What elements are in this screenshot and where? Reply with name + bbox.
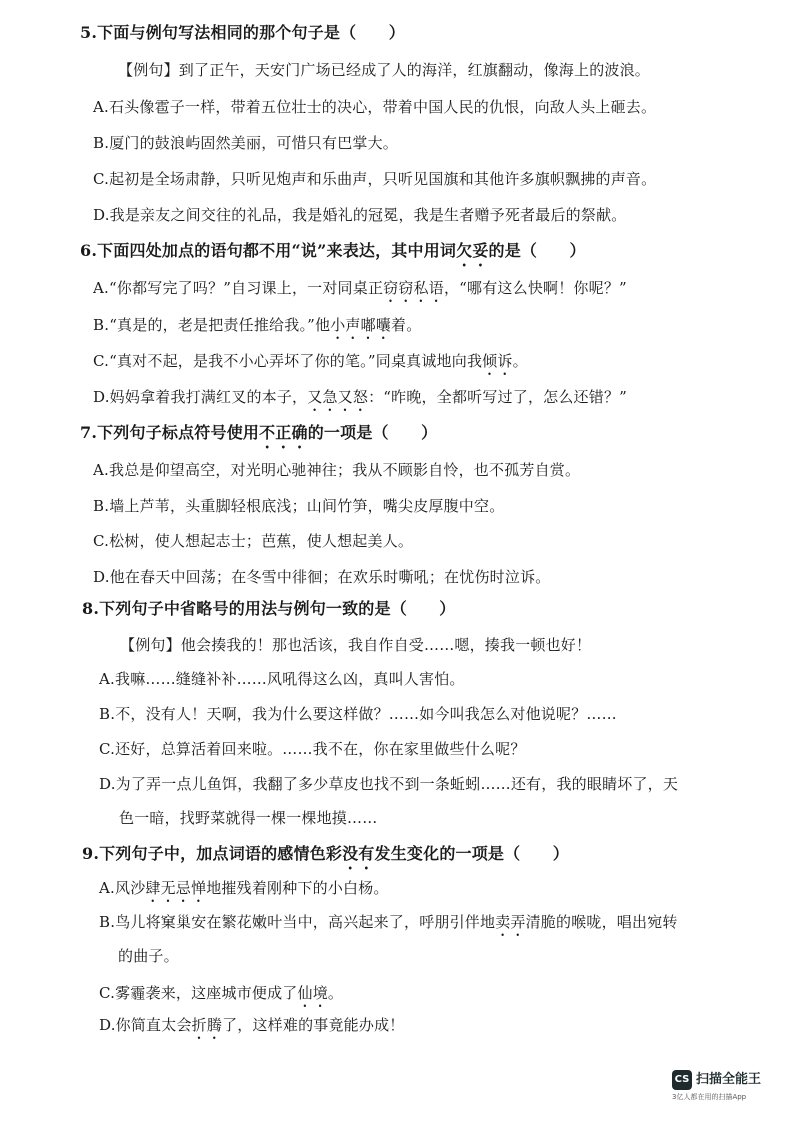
option-text: 的曲子。 <box>118 947 179 965</box>
question-8-option-d: D.为了弄一点儿鱼饵，我翻了多少草皮也找不到一条蚯蚓……还有，我的眼睛坏了，天 <box>99 775 679 793</box>
question-6-option-b <box>93 314 421 343</box>
question-8-option-c: C.还好，总算活着回来啦。……我不在，你在家里做些什么呢？ <box>99 740 526 758</box>
option-text: D.妈妈拿着我打满红叉的本子， <box>93 388 308 406</box>
stem-text: 7.下列句子标点符号使用 <box>80 423 260 442</box>
question-8-example: 【例句】他会揍我的！那也活该，我自作自受……嗯，揍我一顿也好！ <box>120 636 592 654</box>
question-6-option-d <box>93 386 627 415</box>
question-5-option-b: B.厦门的鼓浪屿固然美丽，可惜只有巴掌大。 <box>93 134 398 152</box>
question-9-option-b <box>99 911 678 940</box>
question-8-option-a: A.我嘛……缝缝补补……风吼得这么凶，真叫人害怕。 <box>99 670 465 688</box>
question-9-option-d <box>99 1014 404 1043</box>
stem-text: 的是（ ） <box>488 241 586 260</box>
stem-dotted-text: 没有 <box>342 844 375 863</box>
option-text: 着。 <box>391 316 422 334</box>
option-dotted-text: 又急又怒 <box>307 388 369 406</box>
question-6-option-a <box>93 277 627 306</box>
question-8-option-d-continued: 色一暗，找野菜就得一棵一棵地摸…… <box>119 809 378 827</box>
question-9-option-a <box>99 877 389 906</box>
option-dotted-text: 折腾 <box>191 1016 223 1034</box>
question-7-option-d: D.他在春天中回荡；在冬雪中徘徊；在欢乐时嘶吼；在忧伤时泣诉。 <box>93 568 551 586</box>
stem-dotted-text: 不正确 <box>259 423 308 442</box>
question-5-stem: 5.下面与例句写法相同的那个句子是（ ） <box>80 23 405 42</box>
option-text: C.雾霾袭来，这座城市便成了 <box>99 984 298 1002</box>
question-5-option-a: A.石头像雹子一样，带着五位壮士的决心，带着中国人民的仇恨，向敌人头上砸去。 <box>93 98 657 116</box>
camscanner-logo-icon: CS <box>672 1070 692 1090</box>
question-9-option-b-continued <box>118 945 179 967</box>
stem-text: 的一项是（ ） <box>307 423 438 442</box>
question-5-example: 【例句】到了正午，天安门广场已经成了人的海洋，红旗翻动，像海上的波浪。 <box>118 61 651 79</box>
option-text: D.你简直太会 <box>99 1016 192 1034</box>
option-text: 清脆的喉咙，唱出宛转 <box>525 913 678 931</box>
watermark-title: 扫描全能王 <box>696 1072 762 1087</box>
scanner-watermark <box>672 1068 782 1108</box>
stem-text: 发生变化的一项是（ ） <box>374 844 569 863</box>
option-text: 了，这样难的事竟能办成！ <box>222 1016 405 1034</box>
option-text: 。 <box>512 352 528 370</box>
option-dotted-text: 小声嘟囔 <box>330 316 392 334</box>
option-dotted-text: 卖弄 <box>495 913 526 931</box>
option-dotted-text: 倾诉 <box>482 352 513 370</box>
stem-dotted-text: 欠妥 <box>456 241 489 260</box>
question-8-stem: 8.下列句子中省略号的用法与例句一致的是（ ） <box>82 599 456 618</box>
option-text: C.“真对不起，是我不小心弄坏了你的笔。”同桌真诚地向我 <box>93 352 483 370</box>
question-9-stem <box>82 843 569 873</box>
option-text: ，“哪有这么快啊！你呢？” <box>443 279 627 297</box>
question-8-option-b: B.不，没有人！天啊，我为什么要这样做？……如今叫我怎么对他说呢？…… <box>99 705 617 723</box>
option-dotted-text: 窃窃私语 <box>383 279 444 297</box>
stem-text: 6.下面四处加点的语句都不用“说”来表达，其中用词 <box>80 241 457 260</box>
option-text: 。 <box>327 984 344 1002</box>
option-text: A.风沙 <box>99 879 146 897</box>
question-7-option-a: A.我总是仰望高空，对光明心驰神往；我从不顾影自怜，也不孤芳自赏。 <box>93 461 581 479</box>
question-6-option-c <box>93 350 528 379</box>
question-9-option-c <box>99 982 343 1011</box>
option-dotted-text: 仙境 <box>297 984 328 1002</box>
option-dotted-text: 肆无忌惮 <box>145 879 207 897</box>
question-7-option-b: B.墙上芦苇，头重脚轻根底浅；山间竹笋，嘴尖皮厚腹中空。 <box>93 497 505 515</box>
option-text: B.鸟儿将窠巢安在繁花嫩叶当中，高兴起来了，呼朋引伴地 <box>99 913 496 931</box>
option-text: B.“真是的，老是把责任推给我。”他 <box>93 316 331 334</box>
question-7-stem <box>80 422 437 452</box>
stem-text: 9.下列句子中，加点词语的感情色彩 <box>82 844 343 863</box>
option-text: 地摧残着刚种下的小白杨。 <box>206 879 389 897</box>
question-5-option-d: D.我是亲友之间交往的礼品，我是婚礼的冠冕，我是生者赠予死者最后的祭献。 <box>93 206 627 224</box>
question-7-option-c: C.松树，使人想起志士；芭蕉，使人想起美人。 <box>93 532 414 550</box>
option-text: ：“昨晚，全都听写过了，怎么还错？” <box>368 388 628 406</box>
option-text: A.“你都写完了吗？”自习课上，一对同桌正 <box>93 279 384 297</box>
question-5-option-c: C.起初是全场肃静，只听见炮声和乐曲声，只听见国旗和其他许多旗帜飘拂的声音。 <box>93 170 657 188</box>
watermark-subtitle: 3亿人都在用的扫描App <box>672 1093 747 1101</box>
question-6-stem <box>80 240 586 270</box>
